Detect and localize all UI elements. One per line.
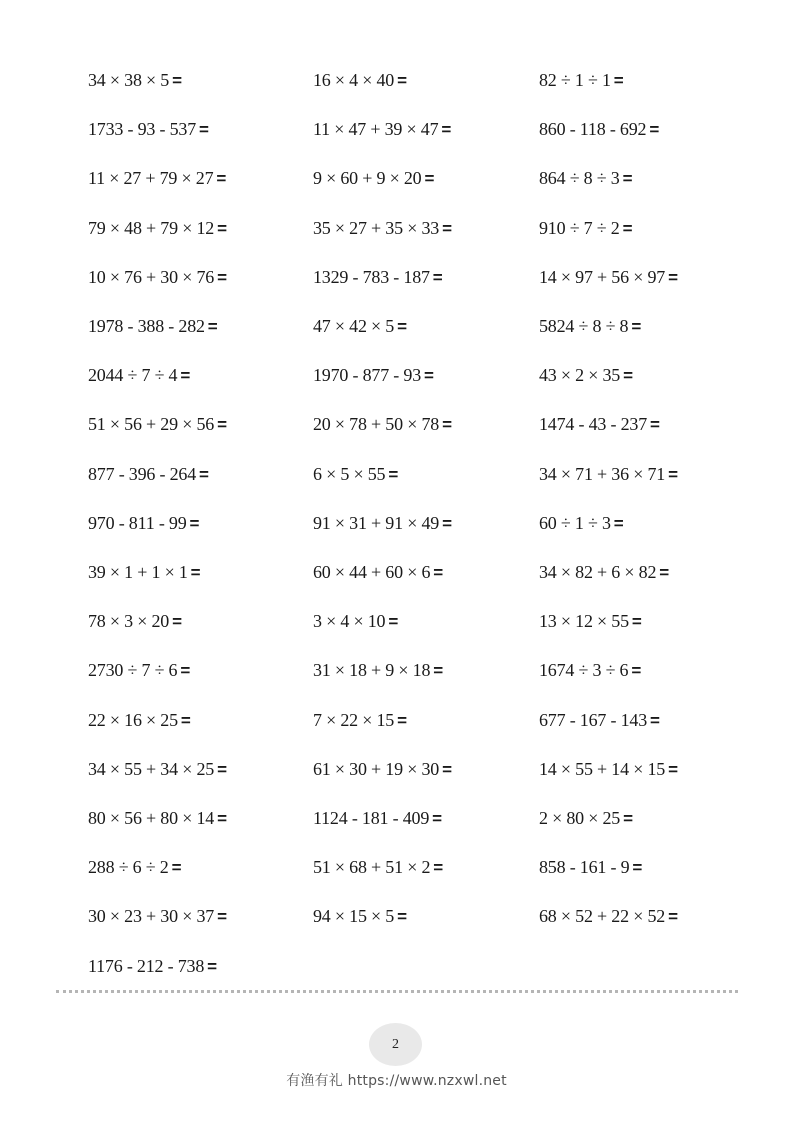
problem-row xyxy=(0,855,793,879)
equals-sign: = xyxy=(217,415,227,434)
problem-expression: 10 × 76 + 30 × 76 xyxy=(88,267,215,287)
problem-expression: 34 × 71 + 36 × 71 xyxy=(539,464,666,484)
equals-sign: = xyxy=(668,268,678,287)
math-problem xyxy=(313,855,443,880)
equals-sign: = xyxy=(388,465,399,484)
problem-expression: 1674 ÷ 3 ÷ 6 xyxy=(539,660,629,680)
problem-expression: 1176 - 212 - 738 xyxy=(88,956,205,976)
equals-sign: = xyxy=(217,907,227,926)
problem-expression: 34 × 82 + 6 × 82 xyxy=(539,562,657,582)
problem-row xyxy=(0,658,793,682)
equals-sign: = xyxy=(424,366,434,385)
problem-expression: 80 × 56 + 80 × 14 xyxy=(88,808,215,828)
equals-sign: = xyxy=(397,71,407,90)
problem-expression: 51 × 68 + 51 × 2 xyxy=(313,857,431,877)
equals-sign: = xyxy=(442,415,452,434)
problem-expression: 1329 - 783 - 187 xyxy=(313,267,430,287)
equals-sign: = xyxy=(388,612,399,631)
math-problem xyxy=(88,166,226,191)
problem-expression: 47 × 42 × 5 xyxy=(313,316,395,336)
math-problem xyxy=(88,658,190,683)
equals-sign: = xyxy=(433,661,443,680)
math-problem xyxy=(88,117,209,142)
problem-expression: 910 ÷ 7 ÷ 2 xyxy=(539,218,620,238)
equals-sign: = xyxy=(650,711,660,730)
problem-expression: 13 × 12 × 55 xyxy=(539,611,629,631)
math-problem xyxy=(539,609,642,634)
problem-expression: 34 × 55 + 34 × 25 xyxy=(88,759,215,779)
problem-expression: 39 × 1 + 1 × 1 xyxy=(88,562,188,582)
problem-expression: 877 - 396 - 264 xyxy=(88,464,196,484)
problem-expression: 1474 - 43 - 237 xyxy=(539,414,647,434)
equals-sign: = xyxy=(432,268,443,287)
problem-row xyxy=(0,117,793,141)
math-problem xyxy=(313,511,452,536)
equals-sign: = xyxy=(217,219,227,238)
problem-expression: 31 × 18 + 9 × 18 xyxy=(313,660,431,680)
equals-sign: = xyxy=(397,907,407,926)
equals-sign: = xyxy=(623,366,633,385)
equals-sign: = xyxy=(441,120,452,139)
equals-sign: = xyxy=(433,563,443,582)
problem-expression: 35 × 27 + 35 × 33 xyxy=(313,218,440,238)
math-problem xyxy=(88,708,191,733)
equals-sign: = xyxy=(172,612,182,631)
equals-sign: = xyxy=(397,711,407,730)
equals-sign: = xyxy=(180,661,191,680)
math-problem xyxy=(88,462,209,487)
equals-sign: = xyxy=(442,219,452,238)
math-problem xyxy=(88,757,227,782)
problem-expression: 16 × 4 × 40 xyxy=(313,70,395,90)
problem-row xyxy=(0,216,793,240)
problem-expression: 864 ÷ 8 ÷ 3 xyxy=(539,168,620,188)
equals-sign: = xyxy=(207,317,218,336)
math-problem xyxy=(539,757,678,782)
math-problem xyxy=(539,412,660,437)
math-problem xyxy=(313,904,407,929)
math-problem xyxy=(539,363,633,388)
equals-sign: = xyxy=(631,612,642,631)
math-problem xyxy=(313,462,398,487)
math-problem xyxy=(313,708,407,733)
problem-row xyxy=(0,560,793,584)
math-problem xyxy=(88,806,227,831)
equals-sign: = xyxy=(217,809,227,828)
equals-sign: = xyxy=(171,858,182,877)
problem-row xyxy=(0,412,793,436)
problem-expression: 78 × 3 × 20 xyxy=(88,611,170,631)
equals-sign: = xyxy=(199,120,209,139)
math-problem xyxy=(88,363,190,388)
math-problem xyxy=(313,412,452,437)
problem-expression: 5824 ÷ 8 ÷ 8 xyxy=(539,316,629,336)
problem-row xyxy=(0,68,793,92)
math-problem xyxy=(88,314,218,339)
equals-sign: = xyxy=(442,514,452,533)
problem-expression: 1124 - 181 - 409 xyxy=(313,808,430,828)
problem-expression: 14 × 97 + 56 × 97 xyxy=(539,267,666,287)
equals-sign: = xyxy=(632,858,643,877)
problem-row xyxy=(0,314,793,338)
math-problem xyxy=(88,954,217,979)
equals-sign: = xyxy=(650,415,660,434)
math-problem xyxy=(88,560,200,585)
math-problem xyxy=(539,855,642,880)
problem-expression: 2730 ÷ 7 ÷ 6 xyxy=(88,660,178,680)
equals-sign: = xyxy=(668,465,678,484)
equals-sign: = xyxy=(189,514,200,533)
math-problem xyxy=(539,216,632,241)
equals-sign: = xyxy=(207,957,217,976)
math-problem xyxy=(313,68,407,93)
math-problem xyxy=(539,658,641,683)
math-problem xyxy=(88,855,181,880)
math-problem xyxy=(539,511,624,536)
equals-sign: = xyxy=(433,858,443,877)
problem-expression: 79 × 48 + 79 × 12 xyxy=(88,218,215,238)
math-problem xyxy=(88,68,182,93)
problem-expression: 2044 ÷ 7 ÷ 4 xyxy=(88,365,178,385)
problem-expression: 14 × 55 + 14 × 15 xyxy=(539,759,666,779)
math-problem xyxy=(88,609,182,634)
math-problem xyxy=(313,560,443,585)
equals-sign: = xyxy=(172,71,182,90)
problem-expression: 288 ÷ 6 ÷ 2 xyxy=(88,857,169,877)
equals-sign: = xyxy=(424,169,435,188)
problem-expression: 60 ÷ 1 ÷ 3 xyxy=(539,513,611,533)
math-problem xyxy=(539,560,669,585)
problem-expression: 7 × 22 × 15 xyxy=(313,710,395,730)
math-problem xyxy=(88,216,227,241)
problem-row xyxy=(0,806,793,830)
math-problem xyxy=(313,757,452,782)
math-problem xyxy=(539,708,660,733)
page-number: 2 xyxy=(392,1036,399,1052)
equals-sign: = xyxy=(613,71,624,90)
problem-expression: 91 × 31 + 91 × 49 xyxy=(313,513,440,533)
problem-expression: 20 × 78 + 50 × 78 xyxy=(313,414,440,434)
problem-expression: 1733 - 93 - 537 xyxy=(88,119,196,139)
problem-row xyxy=(0,954,793,978)
problem-expression: 82 ÷ 1 ÷ 1 xyxy=(539,70,611,90)
math-problem xyxy=(313,806,442,831)
problem-expression: 6 × 5 × 55 xyxy=(313,464,386,484)
math-problem xyxy=(539,806,633,831)
problem-row xyxy=(0,708,793,732)
problem-expression: 51 × 56 + 29 × 56 xyxy=(88,414,215,434)
equals-sign: = xyxy=(649,120,660,139)
math-problem xyxy=(539,68,624,93)
equals-sign: = xyxy=(622,169,633,188)
equals-sign: = xyxy=(397,317,407,336)
problem-expression: 11 × 27 + 79 × 27 xyxy=(88,168,214,188)
problem-expression: 9 × 60 + 9 × 20 xyxy=(313,168,422,188)
equals-sign: = xyxy=(199,465,209,484)
problem-expression: 1978 - 388 - 282 xyxy=(88,316,205,336)
math-problem xyxy=(539,265,678,290)
equals-sign: = xyxy=(613,514,624,533)
problem-expression: 43 × 2 × 35 xyxy=(539,365,621,385)
problem-expression: 3 × 4 × 10 xyxy=(313,611,386,631)
dotted-divider xyxy=(56,990,738,993)
problem-row xyxy=(0,166,793,190)
problem-expression: 60 × 44 + 60 × 6 xyxy=(313,562,431,582)
equals-sign: = xyxy=(180,711,191,730)
problem-expression: 34 × 38 × 5 xyxy=(88,70,170,90)
problem-expression: 970 - 811 - 99 xyxy=(88,513,187,533)
equals-sign: = xyxy=(217,268,227,287)
equals-sign: = xyxy=(432,809,442,828)
equals-sign: = xyxy=(190,563,201,582)
math-problem xyxy=(539,117,659,142)
math-problem xyxy=(88,904,227,929)
problem-expression: 61 × 30 + 19 × 30 xyxy=(313,759,440,779)
footer-watermark: 有渔有礼 https://www.nzxwl.net xyxy=(286,1073,507,1089)
math-problem xyxy=(539,462,678,487)
math-problem xyxy=(313,216,452,241)
problem-expression: 860 - 118 - 692 xyxy=(539,119,647,139)
math-problem xyxy=(313,166,434,191)
problem-expression: 1970 - 877 - 93 xyxy=(313,365,421,385)
math-problem xyxy=(539,166,632,191)
math-problem xyxy=(88,265,227,290)
problem-row xyxy=(0,363,793,387)
math-problem xyxy=(313,314,407,339)
math-problem xyxy=(88,412,227,437)
math-problem xyxy=(313,265,443,290)
problem-row xyxy=(0,757,793,781)
equals-sign: = xyxy=(180,366,191,385)
math-problem xyxy=(313,609,398,634)
equals-sign: = xyxy=(668,760,678,779)
problem-expression: 22 × 16 × 25 xyxy=(88,710,178,730)
problem-row xyxy=(0,904,793,928)
problem-row xyxy=(0,511,793,535)
page-number-badge xyxy=(369,1023,422,1066)
problem-row xyxy=(0,609,793,633)
problem-expression: 677 - 167 - 143 xyxy=(539,710,647,730)
math-problem xyxy=(313,363,434,388)
problem-expression: 30 × 23 + 30 × 37 xyxy=(88,906,215,926)
equals-sign: = xyxy=(216,169,227,188)
equals-sign: = xyxy=(442,760,452,779)
equals-sign: = xyxy=(217,760,227,779)
problem-expression: 11 × 47 + 39 × 47 xyxy=(313,119,439,139)
math-problem xyxy=(539,904,678,929)
problem-expression: 94 × 15 × 5 xyxy=(313,906,395,926)
equals-sign: = xyxy=(659,563,669,582)
math-problem xyxy=(539,314,641,339)
problem-row xyxy=(0,265,793,289)
problem-expression: 2 × 80 × 25 xyxy=(539,808,621,828)
problem-expression: 858 - 161 - 9 xyxy=(539,857,630,877)
equals-sign: = xyxy=(622,219,633,238)
equals-sign: = xyxy=(631,317,642,336)
equals-sign: = xyxy=(623,809,633,828)
math-problem xyxy=(313,658,443,683)
problem-expression: 68 × 52 + 22 × 52 xyxy=(539,906,666,926)
equals-sign: = xyxy=(668,907,678,926)
math-problem xyxy=(313,117,451,142)
problem-row xyxy=(0,462,793,486)
equals-sign: = xyxy=(631,661,642,680)
math-problem xyxy=(88,511,199,536)
